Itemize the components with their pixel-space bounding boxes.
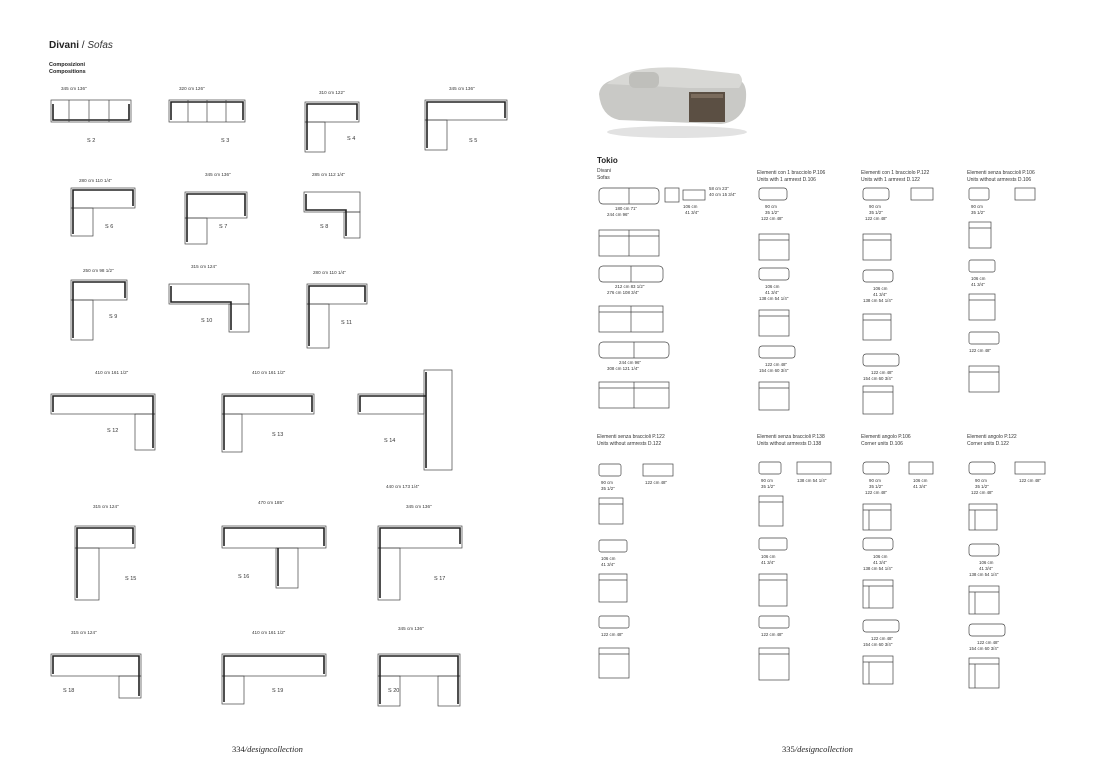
composition-s9: 250 cm 98 1/2" S 9 <box>49 268 139 358</box>
unit-armrest-122-d <box>861 312 901 342</box>
unit-armrest-106-d <box>757 308 797 338</box>
composition-s12: 410 cm 161 1/2" S 12 <box>49 370 169 460</box>
unit-noarm-122-f <box>597 646 637 680</box>
composition-s20: 345 cm 136" S 20 <box>356 626 476 716</box>
unit-noarm-106-f <box>967 364 1007 394</box>
column-header-armrest-122: Elementi con 1 bracciolo P.122 Units with 1 armrest D.122 <box>861 170 930 183</box>
unit-armrest-106-e: 122 cm 48" 154 cm 60 3/4" <box>757 344 827 378</box>
unit-noarm-106-a: 90 cm 35 1/2" <box>967 186 1057 216</box>
sofa-unit-212-plan <box>597 304 667 334</box>
sofa-unit-212: 212 cm 83 1/2" 276 cm 108 3/4" <box>597 264 687 298</box>
unit-noarm-138-c: 106 cm 41 3/4" <box>757 536 797 570</box>
composition-s18: 315 cm 124" S 18 <box>49 630 159 710</box>
unit-corner-106-f <box>861 654 901 686</box>
column-header-noarm-106: Elementi senza braccioli P.106 Units without armrests D.106 <box>967 170 1035 183</box>
section-subtitle: Composizioni Compositions <box>49 62 86 75</box>
product-photo <box>589 54 749 144</box>
unit-armrest-106-a: 90 cm 35 1/2" 122 cm 48" <box>757 186 817 226</box>
sofa-unit-180: 180 cm 71" 244 cm 96" 106 cm 41 3/4" 58 cm 23" 40 cm 15 3/4" <box>597 186 747 218</box>
unit-noarm-106-b <box>967 220 997 250</box>
composition-s8: 285 cm 112 1/4" S 8 <box>300 172 380 252</box>
column-header-corner-106: Elementi angolo P.106 Corner units D.106 <box>861 434 911 447</box>
unit-corner-122-c: 106 cm 41 3/4" 138 cm 54 1/4" <box>967 542 1037 582</box>
page-title: Divani / Sofas <box>49 40 113 51</box>
page-number-left: 334/designcollection <box>232 744 303 754</box>
column-header-noarm-138: Elementi senza braccioli P.138 Units without armrests D.138 <box>757 434 825 447</box>
unit-armrest-106-f <box>757 380 797 412</box>
unit-corner-106-a: 90 cm 35 1/2" 122 cm 48" 106 cm 41 3/4" <box>861 460 951 500</box>
composition-s10: 315 cm 124" S 10 <box>165 264 265 344</box>
composition-s14: S 14 440 cm 173 1/4" <box>356 366 486 496</box>
right-page <box>549 0 1098 775</box>
unit-corner-122-d <box>967 584 1007 616</box>
composition-s6: 280 cm 110 1/4" S 6 <box>49 178 139 258</box>
unit-corner-106-b <box>861 502 895 532</box>
sofa-unit-244: 244 cm 96" 308 cm 121 1/4" <box>597 340 687 376</box>
unit-armrest-106-c: 106 cm 41 3/4" 138 cm 54 1/4" <box>757 266 827 306</box>
composition-s5: 345 cm 136" S 5 <box>405 86 515 166</box>
unit-armrest-122-e: 122 cm 48" 154 cm 60 3/4" <box>861 352 931 386</box>
column-header-noarm-122: Elementi senza braccioli P.122 Units without armrests D.122 <box>597 434 665 447</box>
unit-noarm-122-d <box>597 572 631 604</box>
composition-s4: 310 cm 122" S 4 <box>285 90 365 170</box>
composition-s7: 345 cm 136" S 7 <box>165 172 255 252</box>
unit-corner-122-b <box>967 502 1001 532</box>
unit-corner-122-a: 90 cm 35 1/2" 122 cm 48" 122 cm 48" <box>967 460 1067 500</box>
unit-noarm-106-e: 122 cm 48" <box>967 330 1017 360</box>
unit-corner-106-d <box>861 578 901 610</box>
unit-armrest-122-f <box>861 384 901 416</box>
unit-corner-122-e: 122 cm 48" 154 cm 60 3/4" <box>967 622 1037 656</box>
unit-noarm-106-c: 106 cm 41 3/4" <box>967 258 1007 290</box>
unit-armrest-122-b <box>861 232 901 262</box>
composition-s19: 410 cm 161 1/2" S 19 <box>200 630 330 710</box>
unit-noarm-122-b <box>597 496 627 526</box>
unit-armrest-122-a: 90 cm 35 1/2" 122 cm 48" <box>861 186 951 226</box>
unit-armrest-106-b <box>757 232 797 262</box>
unit-noarm-122-a: 90 cm 35 1/2" 122 cm 48" <box>597 462 707 492</box>
composition-s2: 345 cm 136" S 2 <box>49 86 139 146</box>
column-header-corner-122: Elementi angolo P.122 Corner units D.122 <box>967 434 1017 447</box>
composition-s13: 410 cm 161 1/2" S 13 <box>200 370 330 470</box>
composition-s3: 320 cm 126" S 3 <box>165 86 255 146</box>
composition-s11: 280 cm 110 1/4" S 11 <box>285 270 375 360</box>
sofa-unit-244-plan <box>597 380 677 410</box>
unit-noarm-122-c: 106 cm 41 3/4" <box>597 538 637 570</box>
composition-s16: 470 cm 185" S 16 <box>200 500 330 600</box>
composition-s17: 345 cm 136" S 17 <box>356 504 476 604</box>
unit-noarm-138-a: 90 cm 35 1/2" 138 cm 54 1/4" <box>757 460 857 492</box>
unit-armrest-122-c: 106 cm 41 3/4" 138 cm 54 1/4" <box>861 268 931 308</box>
composition-s15: 315 cm 124" S 15 <box>49 504 159 604</box>
unit-noarm-138-f <box>757 646 797 682</box>
unit-noarm-138-d <box>757 572 791 608</box>
unit-corner-122-f <box>967 656 1007 690</box>
product-title: Tokio <box>597 156 618 165</box>
unit-corner-106-c: 106 cm 41 3/4" 138 cm 54 1/4" <box>861 536 931 576</box>
product-subtitle: Divani Sofas <box>597 168 611 181</box>
page-number-right: 335/designcollection <box>782 744 853 754</box>
column-header-armrest-106: Elementi con 1 bracciolo P.106 Units with 1 armrest D.106 <box>757 170 826 183</box>
unit-noarm-138-b <box>757 494 787 528</box>
unit-corner-106-e: 122 cm 48" 154 cm 60 3/4" <box>861 618 931 652</box>
sofa-unit-180-plan <box>597 228 667 258</box>
unit-noarm-106-d <box>967 292 1001 322</box>
unit-noarm-138-e: 122 cm 48" <box>757 614 807 644</box>
unit-noarm-122-e: 122 cm 48" <box>597 614 647 644</box>
